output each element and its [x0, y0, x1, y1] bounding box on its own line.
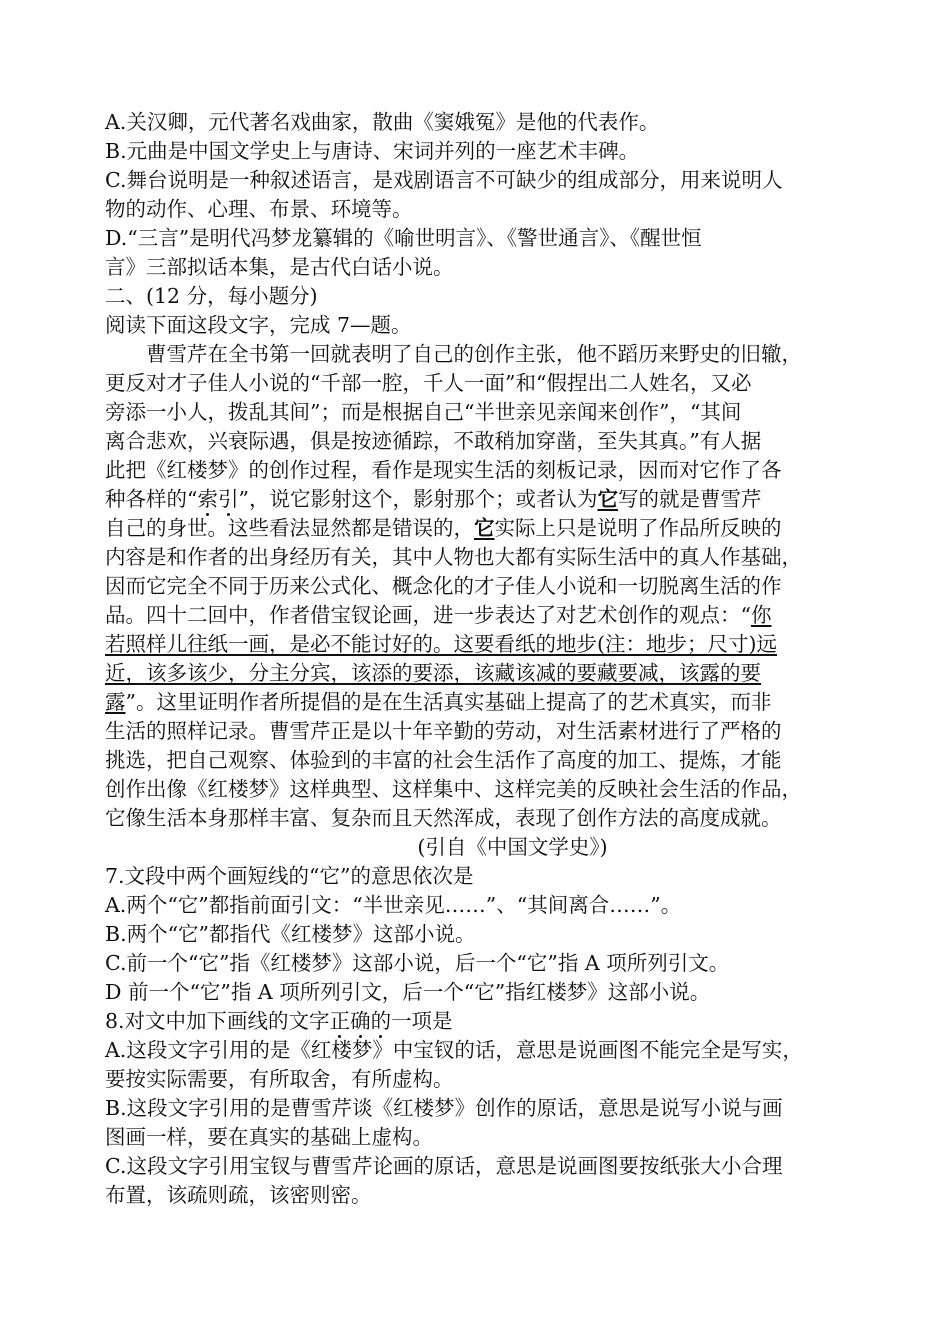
option-a-q6: A.关汉卿，元代著名戏曲家，散曲《窦娥冤》是他的代表作。 — [105, 110, 660, 134]
text-run: 种各样的“ — [105, 487, 198, 511]
passage-line: 曹雪芹在全书第一回就表明了自己的创作主张，他不蹈历来野史的旧辙， — [146, 342, 802, 366]
passage-line: 它像生活本身那样丰富、复杂而且天然浑成，表现了创作方法的高度成就。 — [105, 806, 782, 830]
dotted-char: 引 — [217, 487, 239, 511]
passage-line: 挑选，把自己观察、体验到的丰富的社会生活作了高度的加工、提炼，才能 — [105, 748, 782, 772]
question-7-stem: 7.文段中两个画短线的“它”的意思依次是 — [105, 864, 474, 888]
passage-line: 离合悲欢，兴衰际遇，俱是按迹循踪，不敢稍加穿凿，至失其真。”有人据 — [105, 429, 762, 453]
text-run: 自己的身世。这些看法显然都是错误的， — [105, 516, 474, 540]
text-run: 写的就是曹雪芹 — [617, 487, 762, 511]
text-run: 8.对文中加下画线的文字 — [105, 1009, 330, 1033]
passage-line: 生活的照样记录。曹雪芹正是以十年辛勤的劳动，对生活素材进行了严格的 — [105, 719, 782, 743]
dotted-char: 索 — [197, 487, 218, 511]
option-c-q6-line1: C.舞台说明是一种叙述语言，是戏剧语言不可缺少的组成部分，用来说明人 — [105, 168, 783, 192]
dotted-char: 的 — [370, 1009, 392, 1033]
dotted-char: 确 — [350, 1009, 371, 1033]
passage — [105, 340, 840, 862]
question-8-option-b-line2: 图画一样，要在真实的基础上虚构。 — [105, 1125, 433, 1149]
option-c-q6-line2: 物的动作、心理、布景、环境等。 — [105, 197, 413, 221]
passage-line — [105, 485, 840, 514]
passage-line: 创作出像《红楼梦》这样典型、这样集中、这样完美的反映社会生活的作品， — [105, 777, 802, 801]
question-8-stem — [105, 1007, 840, 1036]
passage-line: 更反对才子佳人小说的“千部一腔，千人一面”和“假捏出二人姓名，又必 — [105, 371, 752, 395]
option-d-q6-line1: D.“三言”是明代冯梦龙纂辑的《喻世明言》、《警世通言》、《醒世恒 — [105, 226, 702, 250]
text-run: 一项是 — [391, 1009, 453, 1033]
passage-line — [105, 688, 840, 717]
underlined-quote: 你 — [750, 603, 772, 627]
passage-line — [105, 630, 840, 659]
text-run: ”。这里证明作者所提倡的是在生活真实基础上提高了的艺术真实，而非 — [125, 690, 772, 714]
question-8-option-c-line2: 布置，该疏则疏，该密则密。 — [105, 1183, 372, 1207]
question-7-option-d: D 前一个“它”指 A 项所列引文，后一个“它”指红楼梦》这部小说。 — [105, 980, 711, 1004]
passage-source: (引自《中国文学史》) — [417, 835, 608, 859]
document-page — [105, 108, 840, 1210]
question-8-option-a-line1: A.这段文字引用的是《红楼梦》中宝钗的话，意思是说画图不能完全是写实， — [105, 1038, 803, 1062]
passage-line: 因而它完全不同于历来公式化、概念化的才子佳人小说和一切脱离生活的作 — [105, 574, 782, 598]
question-7 — [105, 862, 840, 1007]
question-8-option-c-line1: C.这段文字引用宝钗与曹雪芹论画的原话，意思是说画图要按纸张大小合理 — [105, 1154, 783, 1178]
reading-instruction: 阅读下面这段文字，完成 7—题。 — [105, 313, 412, 337]
passage-line — [105, 659, 840, 688]
passage-line: 旁添一小人，拨乱其间”；而是根据自己“半世亲见亲闻来创作”，“其间 — [105, 400, 742, 424]
text-run: 实际上只是说明了作品所反映的 — [494, 516, 782, 540]
question-8-option-a-line2: 要按实际需要，有所取舍，有所虚构。 — [105, 1067, 454, 1091]
option-b-q6: B.元曲是中国文学史上与唐诗、宋词并列的一座艺术丰碑。 — [105, 139, 640, 163]
question-7-option-b: B.两个“它”都指代《红楼梦》这部小说。 — [105, 922, 476, 946]
dotted-char: 正 — [329, 1009, 351, 1033]
text-run: 品。四十二回中，作者借宝钗论画，进一步表达了对艺术创作的观点：“ — [105, 603, 751, 627]
question-8 — [105, 1007, 840, 1210]
question-7-option-c: C.前一个“它”指《红楼梦》这部小说，后一个“它”指 A 项所列引文。 — [105, 951, 730, 975]
section-heading: 二、(12 分，每小题分) — [105, 284, 318, 308]
underlined-quote: 近，该多该少，分主分宾，该添的要添，该藏该减的要藏要减，该露的要 — [105, 661, 761, 685]
passage-line: 此把《红楼梦》的创作过程，看作是现实生活的刻板记录，因而对它作了各 — [105, 458, 782, 482]
question-8-option-b-line1: B.这段文字引用的是曹雪芹谈《红楼梦》创作的原话，意思是说写小说与画 — [105, 1096, 783, 1120]
underlined-quote: 若照样儿往纸一画，是必不能讨好的。这要看纸的地步(注：地步；尺寸)远 — [105, 632, 777, 656]
question-7-option-a: A.两个“它”都指前面引文：“半世亲见……”、“其间离合……”。 — [105, 893, 682, 917]
option-d-q6-line2: 言》三部拟话本集，是古代白话小说。 — [105, 255, 454, 279]
underlined-pronoun-1: 它 — [597, 487, 618, 511]
underlined-pronoun-2: 它 — [474, 516, 495, 540]
passage-line — [105, 514, 840, 543]
underlined-quote: 露 — [105, 690, 126, 714]
passage-line — [105, 601, 840, 630]
passage-line: 内容是和作者的出身经历有关，其中人物也大都有实际生活中的真人作基础， — [105, 545, 802, 569]
text-run: ”，说它影射这个，影射那个；或者认为 — [238, 487, 598, 511]
